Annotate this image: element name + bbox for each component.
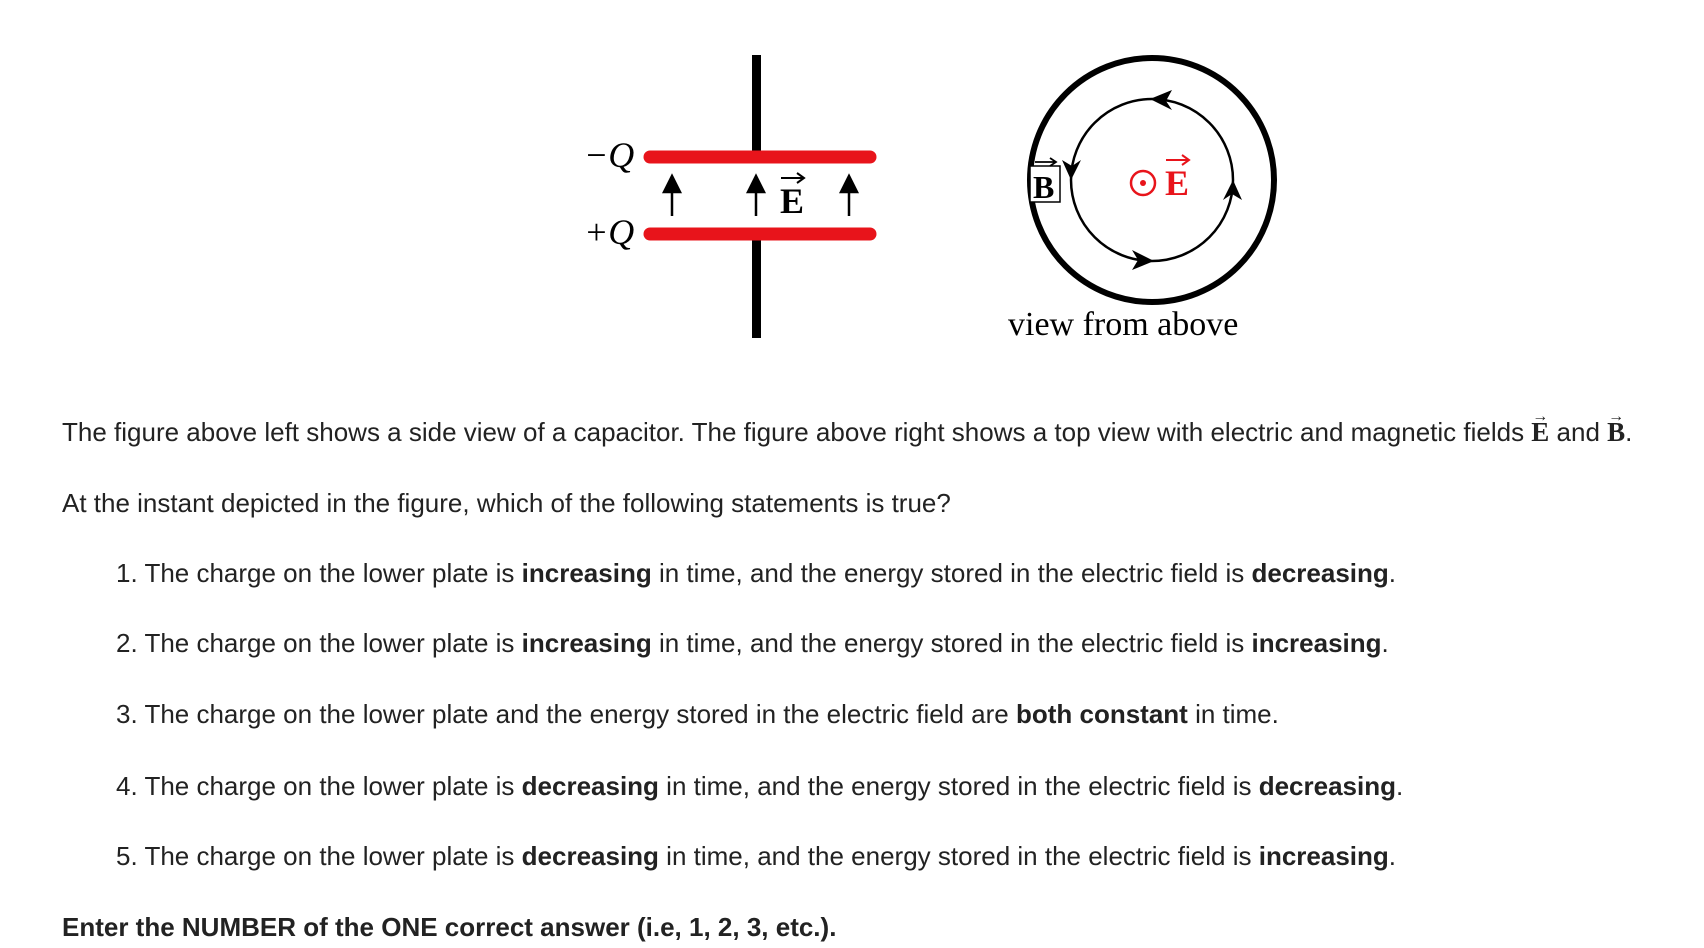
e-field-label: E [780, 181, 805, 221]
pos-charge-label: +Q [584, 212, 635, 252]
b-arrow-right [1223, 180, 1242, 200]
e-field-arrows [664, 176, 857, 216]
option-3: 3. The charge on the lower plate and the energy stored in the electric field are both constant in time. [116, 699, 1279, 729]
option-2: 2. The charge on the lower plate is increasing in time, and the energy stored in the electric field is increasing. [116, 628, 1389, 658]
option-5: 5. The charge on the lower plate is decreasing in time, and the energy stored in the electric field is increasing. [116, 841, 1397, 871]
neg-charge-label: −Q [584, 135, 635, 175]
b-field-loop [1071, 99, 1233, 261]
upper-wire [752, 55, 761, 157]
physics-figure [0, 0, 1704, 360]
e-vector-symbol: → E [1531, 415, 1549, 449]
view-caption: view from above [1008, 306, 1239, 343]
e-out-of-page-icon [1131, 171, 1155, 195]
option-1: 1. The charge on the lower plate is increasing in time, and the energy stored in the electric field is decreasing. [116, 558, 1397, 588]
e-top-label: E [1165, 163, 1190, 203]
capacitor-side-view [584, 55, 870, 338]
lower-wire [752, 228, 761, 338]
capacitor-top-view [1008, 58, 1274, 343]
option-4: 4. The charge on the lower plate is decreasing in time, and the energy stored in the electric field is decreasing. [116, 771, 1404, 801]
b-label: B [1033, 169, 1055, 205]
b-vector-symbol: → B [1607, 415, 1625, 449]
outer-plate-circle [1030, 58, 1274, 302]
question-text: At the instant depicted in the figure, which of the following statements is true? [62, 488, 951, 518]
b-arrow-left [1062, 160, 1081, 180]
intro-paragraph: The figure above left shows a side view of a capacitor. The figure above right shows a top view with electric and magnetic fields → E and → B. [62, 415, 1632, 449]
answer-instruction: Enter the NUMBER of the ONE correct answer (i.e, 1, 2, 3, etc.). [62, 912, 837, 942]
